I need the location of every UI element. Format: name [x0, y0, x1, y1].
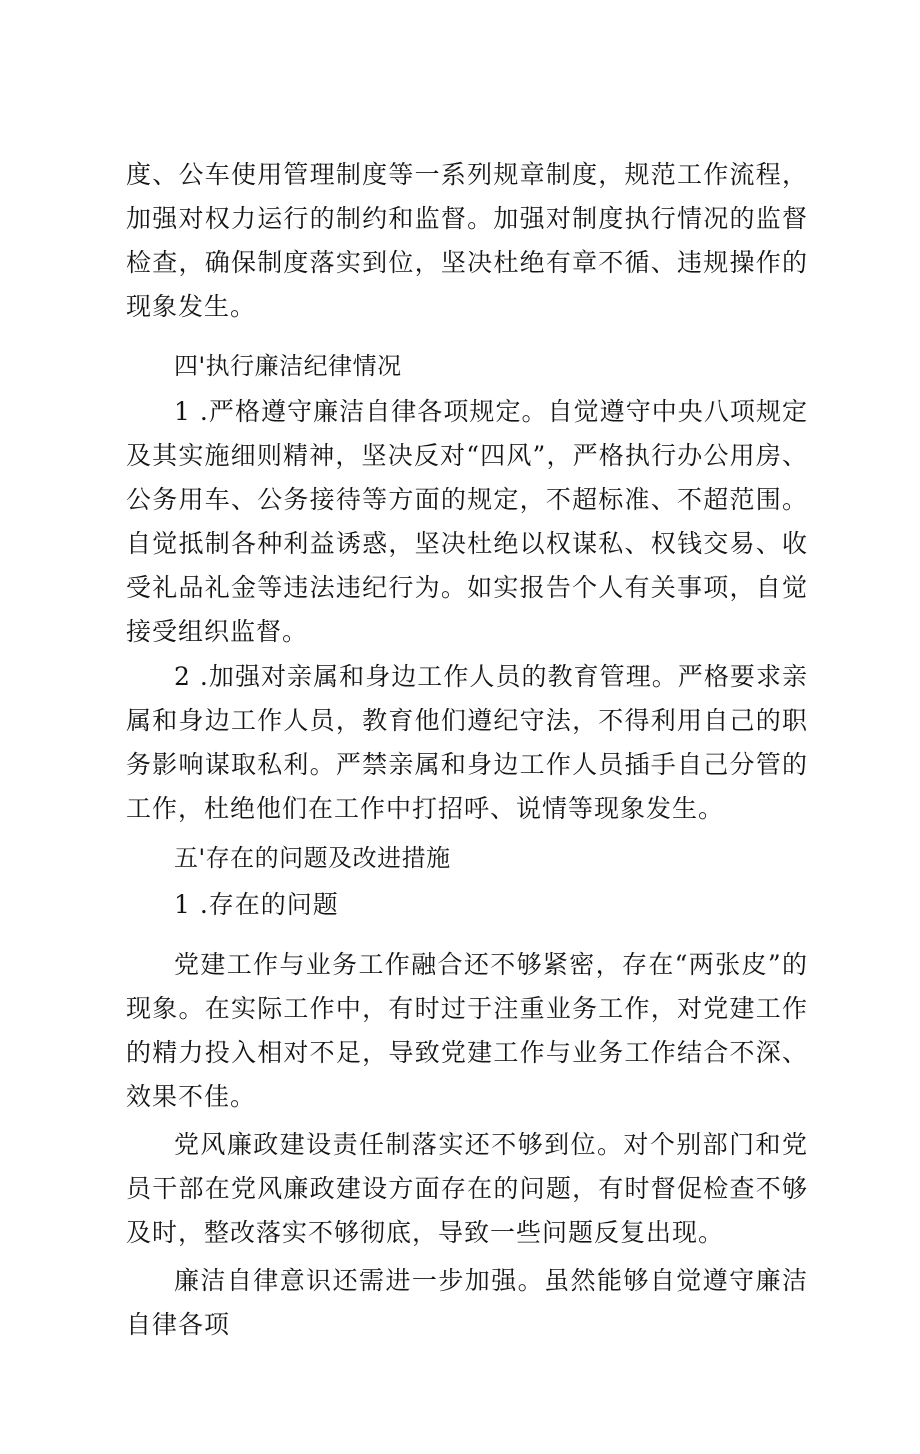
section-5-paragraph-1: 党建工作与业务工作融合还不够紧密，存在“两张皮”的现象。在实际工作中，有时过于注重业务工作，对党建工作的精力投入相对不足，导致党建工作与业务工作结合不深、效果不佳。 — [126, 950, 808, 1111]
section-5-paragraph-3: 廉洁自律意识还需进一步加强。虽然能够自觉遵守廉洁自律各项 — [126, 1266, 808, 1339]
continuation-paragraph: 度、公车使用管理制度等一系列规章制度，规范工作流程，加强对权力运行的制约和监督。加强对制度执行情况的监督检查，确保制度落实到位，坚决杜绝有章不循、违规操作的现象发生。 — [126, 160, 808, 321]
section-heading-5: 五'存在的问题及改进措施 — [174, 844, 451, 872]
section-4-item-1: 1 .严格遵守廉洁自律各项规定。自觉遵守中央八项规定及其实施细则精神，坚决反对“四风”，严格执行办公用房、公务用车、公务接待等方面的规定，不超标准、不超范围。自觉抵制各种利益诱惑，坚决杜绝以权谋私、权钱交易、收受礼品礼金等违法违纪行为。如实报告个人有关事项，自觉接受组织监督。 — [126, 397, 808, 646]
section-4-item-2: 2 .加强对亲属和身边工作人员的教育管理。严格要求亲属和身边工作人员，教育他们遵纪守法，不得利用自己的职务影响谋取私利。严禁亲属和身边工作人员插手自己分管的工作，杜绝他们在工作中打招呼、说情等现象发生。 — [126, 662, 808, 823]
section-heading-4: 四'执行廉洁纪律情况 — [174, 352, 402, 380]
section-5-subheading: 1 .存在的问题 — [174, 890, 339, 919]
section-5-paragraph-2: 党风廉政建设责任制落实还不够到位。对个别部门和党员干部在党风廉政建设方面存在的问题，有时督促检查不够及时，整改落实不够彻底，导致一些问题反复出现。 — [126, 1130, 808, 1247]
document-page — [0, 153, 920, 1454]
